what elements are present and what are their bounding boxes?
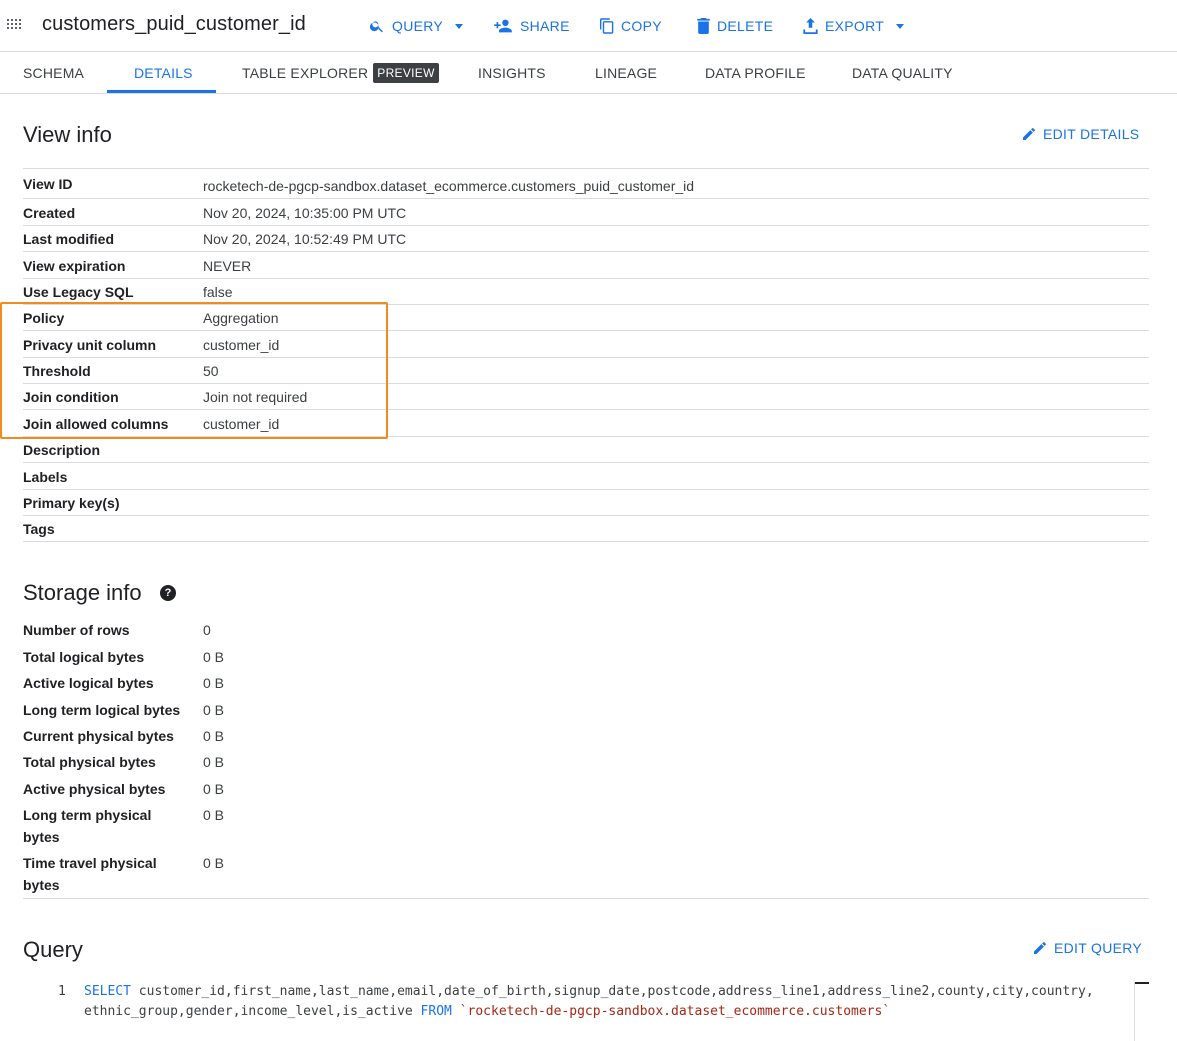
edit-query-button[interactable]	[1032, 940, 1142, 956]
trash-icon	[697, 18, 710, 34]
delete-button[interactable]	[697, 15, 773, 37]
pencil-icon	[1021, 126, 1037, 142]
tab-table-explorer[interactable]	[242, 52, 439, 94]
storage-value: 0 B	[203, 781, 225, 797]
detail-value: Nov 20, 2024, 10:35:00 PM UTC	[203, 205, 407, 221]
query-title: Query	[23, 937, 83, 962]
detail-key: Tags	[23, 521, 55, 537]
chevron-down-icon	[896, 24, 904, 29]
sql-keyword-select: SELECT	[84, 984, 131, 999]
detail-value: customer_id	[203, 416, 280, 432]
storage-row	[23, 804, 1149, 852]
detail-value: NEVER	[203, 258, 252, 274]
storage-key: Total physical bytes	[23, 754, 156, 770]
detail-row	[23, 492, 1149, 516]
tab-insights[interactable]	[478, 52, 546, 94]
code-line-1	[84, 984, 1094, 999]
storage-info-title: Storage info	[23, 580, 142, 605]
storage-key: Active physical bytes	[23, 781, 166, 797]
view-info-title: View info	[23, 122, 112, 147]
tab-details-label: DETAILS	[134, 65, 193, 81]
detail-row	[23, 173, 1149, 199]
copy-button-label: COPY	[621, 18, 662, 34]
detail-key: Join allowed columns	[23, 416, 169, 432]
storage-key: Number of rows	[23, 622, 130, 638]
detail-value: Aggregation	[203, 310, 279, 326]
detail-row	[23, 466, 1149, 490]
detail-row	[23, 202, 1149, 226]
storage-row	[23, 699, 1149, 725]
sql-keyword-from: FROM	[420, 1004, 452, 1019]
storage-key: Total logical bytes	[23, 649, 145, 665]
storage-row	[23, 778, 1149, 804]
resource-grid-icon	[7, 19, 23, 33]
detail-key: Created	[23, 205, 76, 221]
active-tab-indicator	[107, 90, 216, 93]
edit-details-button[interactable]	[1021, 126, 1139, 142]
tab-schema[interactable]	[23, 52, 84, 94]
page-title: customers_puid_customer_id	[42, 13, 306, 35]
storage-value: 0 B	[203, 649, 225, 665]
query-button[interactable]	[369, 15, 463, 37]
top-toolbar	[0, 0, 1177, 52]
storage-key-continued: bytes	[23, 877, 60, 893]
tab-details[interactable]	[134, 52, 193, 94]
detail-key: Description	[23, 442, 101, 458]
storage-row	[23, 646, 1149, 672]
detail-key: Policy	[23, 310, 65, 326]
detail-key: View ID	[23, 176, 73, 192]
storage-value: 0 B	[203, 855, 225, 871]
detail-value: false	[203, 284, 233, 300]
storage-row	[23, 725, 1149, 751]
storage-row	[23, 619, 1149, 645]
export-button[interactable]	[803, 15, 904, 37]
sql-columns-part-2: ethnic_group,gender,income_level,is_active	[84, 1004, 421, 1019]
detail-key: Use Legacy SQL	[23, 284, 134, 300]
storage-value: 0 B	[203, 728, 225, 744]
detail-value: rocketech-de-pgcp-sandbox.dataset_ecommerce.customers_puid_customer_id	[203, 178, 695, 194]
storage-row	[23, 751, 1149, 777]
detail-key: Last modified	[23, 231, 115, 247]
tab-data-profile-label: DATA PROFILE	[705, 65, 806, 81]
storage-key: Current physical bytes	[23, 728, 174, 744]
detail-value: 50	[203, 363, 219, 379]
tab-data-quality-label: DATA QUALITY	[852, 65, 953, 81]
tab-data-quality[interactable]	[852, 52, 953, 94]
storage-value: 0 B	[203, 807, 225, 823]
delete-button-label: DELETE	[717, 18, 774, 34]
copy-button[interactable]	[600, 15, 662, 37]
tab-insights-label: INSIGHTS	[478, 65, 546, 81]
edit-details-label: EDIT DETAILS	[1043, 126, 1140, 142]
line-number: 1	[58, 984, 66, 999]
pencil-icon	[1032, 940, 1048, 956]
detail-row	[23, 255, 1149, 279]
storage-key-continued: bytes	[23, 829, 60, 845]
storage-value: 0	[203, 622, 211, 638]
editor-scroll-marker	[1135, 982, 1149, 984]
storage-value: 0 B	[203, 702, 225, 718]
detail-value: customer_id	[203, 337, 280, 353]
storage-key: Long term physical	[23, 807, 152, 823]
storage-row	[23, 852, 1149, 899]
storage-key: Long term logical bytes	[23, 702, 181, 718]
storage-key: Time travel physical	[23, 855, 157, 871]
detail-key: Threshold	[23, 363, 91, 379]
detail-row	[23, 228, 1149, 252]
storage-value: 0 B	[203, 754, 225, 770]
detail-row	[23, 518, 1149, 542]
detail-row	[23, 439, 1149, 463]
tab-data-profile[interactable]	[705, 52, 806, 94]
query-button-label: QUERY	[392, 18, 444, 34]
share-button-label: SHARE	[520, 18, 570, 34]
person-add-icon	[493, 18, 513, 34]
tab-schema-label: SCHEMA	[23, 65, 85, 81]
help-icon[interactable]: ?	[160, 585, 176, 601]
upload-icon	[803, 18, 818, 34]
tab-lineage-label: LINEAGE	[595, 65, 658, 81]
view-info-divider	[23, 168, 1149, 169]
sql-table-reference: `rocketech-de-pgcp-sandbox.dataset_ecommerce.customers`	[451, 1004, 891, 1019]
storage-row	[23, 672, 1149, 698]
sql-columns-part-1: customer_id,first_name,last_name,email,date_of_birth,signup_date,postcode,address_line1,address_line2,county,city,country,	[130, 984, 1094, 999]
storage-key: Active logical bytes	[23, 675, 154, 691]
detail-key: Primary key(s)	[23, 495, 120, 511]
editor-scrollbar[interactable]	[1134, 982, 1135, 1041]
edit-query-label: EDIT QUERY	[1054, 940, 1143, 956]
preview-badge: PREVIEW	[373, 63, 438, 83]
code-line-1-wrapped	[84, 1004, 890, 1019]
copy-icon	[600, 18, 614, 34]
tab-table-explorer-label: TABLE EXPLORER	[242, 65, 369, 81]
storage-value: 0 B	[203, 675, 225, 691]
tab-lineage[interactable]	[595, 52, 657, 94]
detail-key: Privacy unit column	[23, 337, 157, 353]
detail-key: View expiration	[23, 258, 126, 274]
privacy-policy-highlight	[0, 302, 388, 439]
tab-bar	[0, 52, 1177, 94]
detail-key: Join condition	[23, 389, 119, 405]
query-code-editor[interactable]	[0, 978, 1177, 1041]
chevron-down-icon	[455, 24, 463, 29]
share-button[interactable]	[493, 15, 570, 37]
detail-value: Nov 20, 2024, 10:52:49 PM UTC	[203, 231, 407, 247]
export-button-label: EXPORT	[825, 18, 885, 34]
detail-value: Join not required	[203, 389, 308, 405]
detail-key: Labels	[23, 469, 68, 485]
search-icon	[369, 18, 385, 34]
